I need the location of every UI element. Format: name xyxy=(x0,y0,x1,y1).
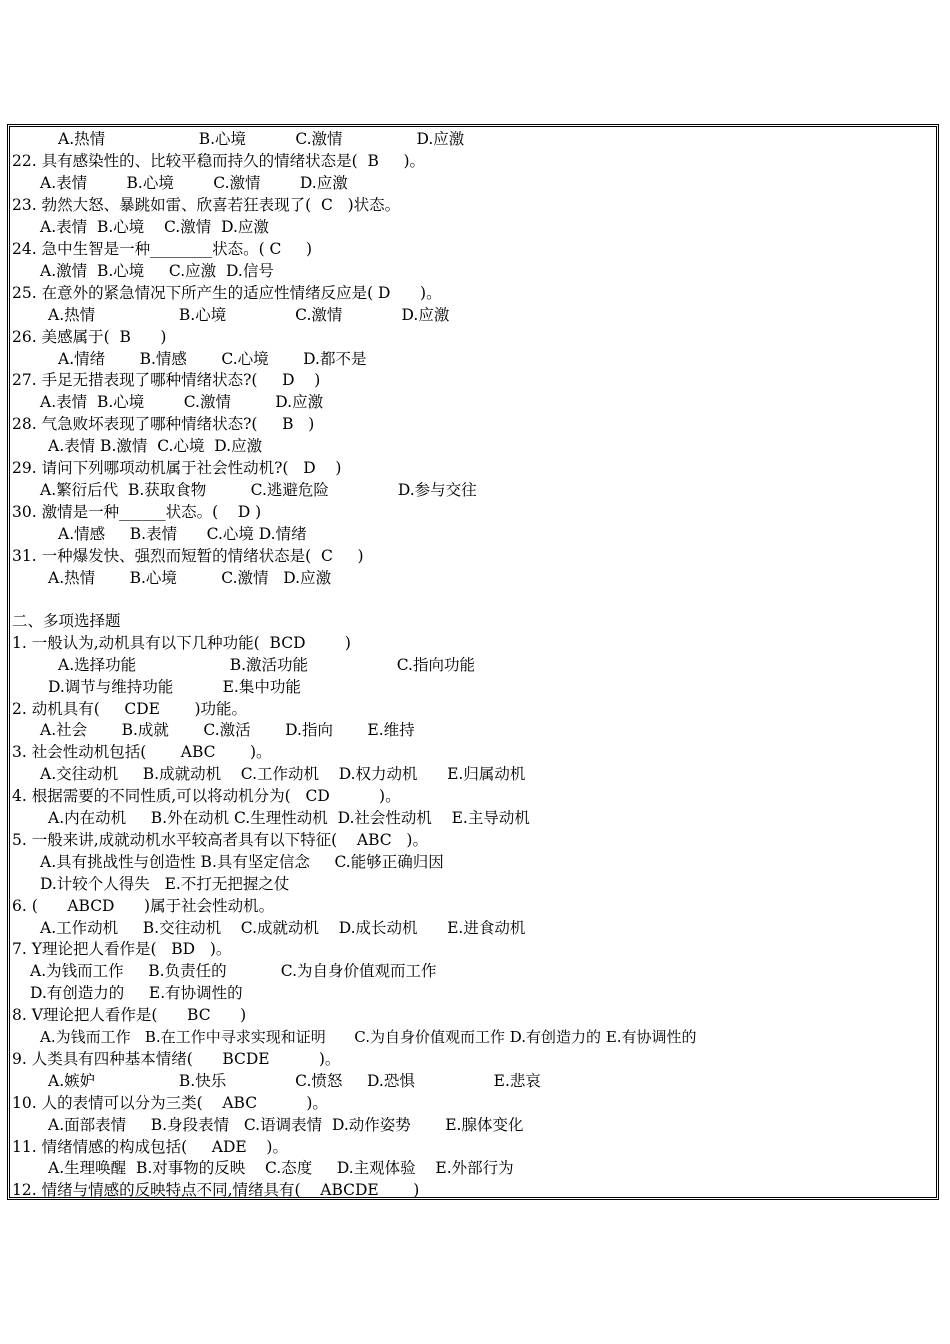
question-line: 30. 激情是一种______状态。( D ) xyxy=(12,503,262,521)
options-line: A.生理唤醒 B.对事物的反映 C.态度 D.主观体验 E.外部行为 xyxy=(48,1159,514,1177)
options-line: D.计较个人得失 E.不打无把握之仗 xyxy=(40,875,290,893)
question-line: 27. 手足无措表现了哪种情绪状态?( D ) xyxy=(12,371,321,389)
options-line: A.热情 B.心境 C.激情 D.应激 xyxy=(48,306,450,324)
question-line: 10. 人的表情可以分为三类( ABC )。 xyxy=(12,1094,328,1112)
options-line: A.情感 B.表情 C.心境 D.情绪 xyxy=(58,525,307,543)
question-line: 25. 在意外的紧急情况下所产生的适应性情绪反应是( D )。 xyxy=(12,284,442,302)
options-line: A.激情 B.心境 C.应激 D.信号 xyxy=(40,262,274,280)
options-line: A.交往动机 B.成就动机 C.工作动机 D.权力动机 E.归属动机 xyxy=(40,765,526,783)
options-line: A.表情 B.激情 C.心境 D.应激 xyxy=(48,437,263,455)
question-line: 2. 动机具有( CDE )功能。 xyxy=(12,700,248,718)
question-line: 24. 急中生智是一种________状态。( C ) xyxy=(12,240,313,258)
options-line: A.为钱而工作 B.负责任的 C.为自身价值观而工作 xyxy=(30,962,437,980)
question-line: 12. 情绪与情感的反映特点不同,情绪具有( ABCDE ) xyxy=(12,1181,420,1199)
options-line: A.热情 B.心境 C.激情 D.应激 xyxy=(58,130,465,148)
question-line: 3. 社会性动机包括( ABC )。 xyxy=(12,743,272,761)
options-line: A.为钱而工作 B.在工作中寻求实现和证明 C.为自身价值观而工作 D.有创造力的 E.有协调性的 xyxy=(40,1028,697,1046)
options-line: A.表情 B.心境 C.激情 D.应激 xyxy=(40,393,324,411)
options-line: A.表情 B.心境 C.激情 D.应激 xyxy=(40,218,269,236)
options-line: A.热情 B.心境 C.激情 D.应激 xyxy=(48,569,332,587)
options-line: A.工作动机 B.交往动机 C.成就动机 D.成长动机 E.进食动机 xyxy=(40,919,526,937)
question-line: 11. 情绪情感的构成包括( ADE )。 xyxy=(12,1138,288,1156)
question-line: 28. 气急败坏表现了哪种情绪状态?( B ) xyxy=(12,415,315,433)
options-line: A.情绪 B.情感 C.心境 D.都不是 xyxy=(58,350,367,368)
question-line: 8. V理论把人看作是( BC ) xyxy=(12,1006,247,1024)
options-line: A.嫉妒 B.快乐 C.愤怒 D.恐惧 E.悲哀 xyxy=(48,1072,541,1090)
question-line: 6. ( ABCD )属于社会性动机。 xyxy=(12,897,275,915)
section-heading: 二、多项选择题 xyxy=(12,612,121,630)
question-line: 5. 一般来讲,成就动机水平较高者具有以下特征( ABC )。 xyxy=(12,831,428,849)
question-line: 29. 请问下列哪项动机属于社会性动机?( D ) xyxy=(12,459,342,477)
question-line: 9. 人类具有四种基本情绪( BCDE )。 xyxy=(12,1050,341,1068)
question-line: 7. Y理论把人看作是( BD )。 xyxy=(12,940,232,958)
question-line: 26. 美感属于( B ) xyxy=(12,328,167,346)
options-line: D.有创造力的 E.有协调性的 xyxy=(30,984,243,1002)
options-line: A.社会 B.成就 C.激活 D.指向 E.维持 xyxy=(40,721,415,739)
options-line: A.表情 B.心境 C.激情 D.应激 xyxy=(40,174,348,192)
question-line: 22. 具有感染性的、比较平稳而持久的情绪状态是( B )。 xyxy=(12,152,426,170)
question-line: 4. 根据需要的不同性质,可以将动机分为( CD )。 xyxy=(12,787,401,805)
options-line: A.选择功能 B.激活功能 C.指向功能 xyxy=(58,656,475,674)
options-line: D.调节与维持功能 E.集中功能 xyxy=(48,678,301,696)
options-line: A.具有挑战性与创造性 B.具有坚定信念 C.能够正确归因 xyxy=(40,853,444,871)
options-line: A.繁衍后代 B.获取食物 C.逃避危险 D.参与交往 xyxy=(40,481,477,499)
options-line: A.面部表情 B.身段表情 C.语调表情 D.动作姿势 E.腺体变化 xyxy=(48,1116,524,1134)
question-line: 1. 一般认为,动机具有以下几种功能( BCD ) xyxy=(12,634,351,652)
options-line: A.内在动机 B.外在动机 C.生理性动机 D.社会性动机 E.主导动机 xyxy=(48,809,530,827)
question-line: 31. 一种爆发快、强烈而短暂的情绪状态是( C ) xyxy=(12,547,364,565)
question-line: 23. 勃然大怒、暴跳如雷、欣喜若狂表现了( C )状态。 xyxy=(12,196,401,214)
